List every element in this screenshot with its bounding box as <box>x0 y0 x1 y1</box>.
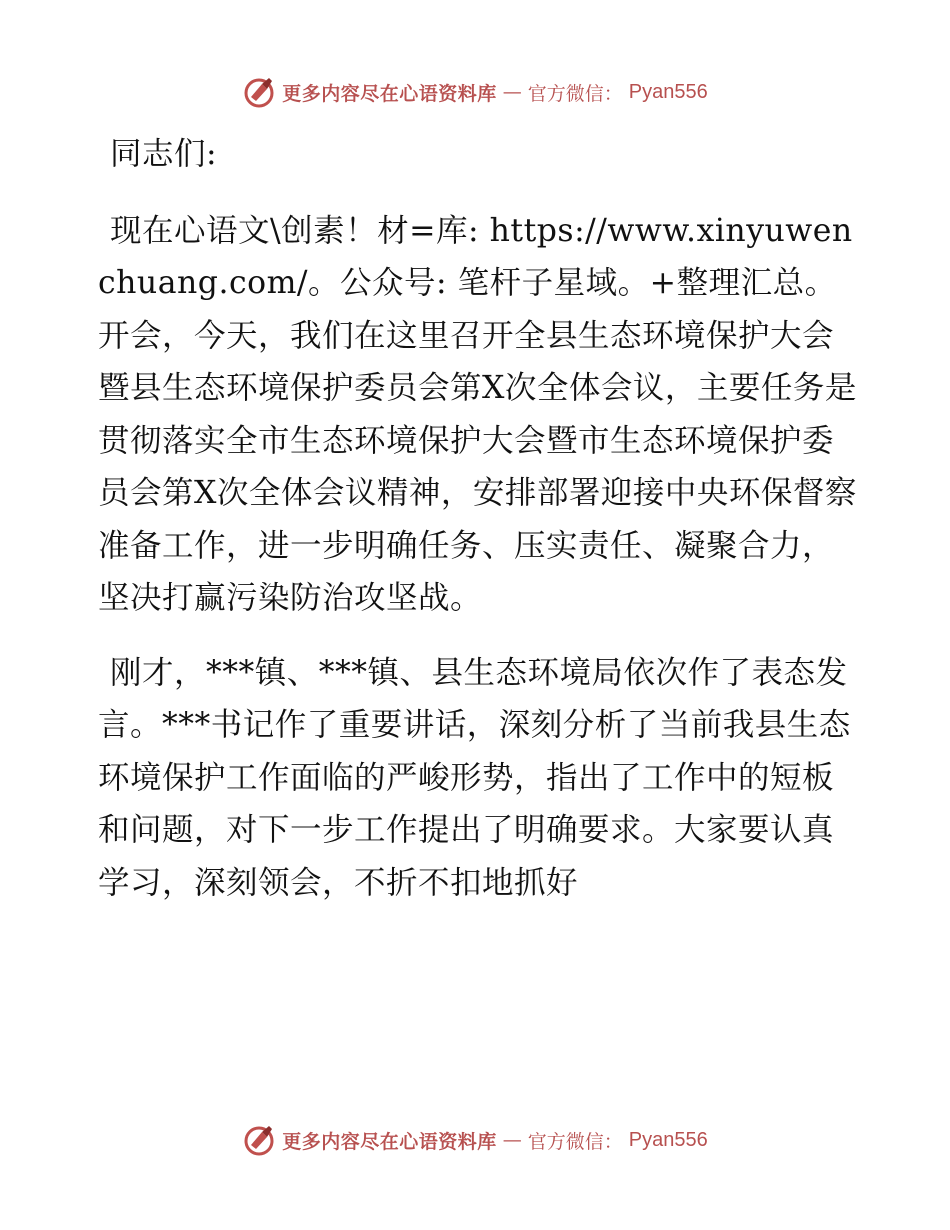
header-wechat-label: 官方微信： <box>527 82 623 105</box>
footer-banner <box>0 1120 950 1160</box>
document-body <box>98 118 858 909</box>
footer-dash: — <box>502 1129 522 1151</box>
paragraph-1: 现在心语文\创素！材=库: https://www.xinyuwenchuang.com/。公众号: 笔杆子星域。+整理汇总。开会，今天，我们在这里召开全县生态环境保护大会暨县生态环境保护委员会第X次全体会议，主要任务是贯彻落实全市生态环境保护大会暨市生态环境保护委员会第X次全体会议精神，安排部署迎接中央环保督察准备工作，进一步明确任务、压实责任、凝聚合力，坚决打赢污染防治攻坚战。 <box>98 212 857 616</box>
brand-logo-icon <box>242 1123 276 1157</box>
brand-logo-icon <box>242 75 276 109</box>
greeting: 同志们: <box>110 136 218 172</box>
paragraph-2: 刚才，***镇、***镇、县生态环境局依次作了表态发言。***书记作了重要讲话，深刻分析了当前我县生态环境保护工作面临的严峻形势，指出了工作中的短板和问题，对下一步工作提出了明确要求。大家要认真学习，深刻领会，不折不扣地抓好 <box>98 654 851 901</box>
header-dash: — <box>502 81 522 103</box>
header-wechat-id: Pyan556 <box>628 80 708 103</box>
header-site-text: 更多内容尽在心语资料库 <box>282 82 497 105</box>
header-banner <box>0 72 950 112</box>
footer-wechat-label: 官方微信： <box>527 1130 623 1153</box>
footer-site-text: 更多内容尽在心语资料库 <box>282 1130 497 1153</box>
footer-wechat-id: Pyan556 <box>628 1128 708 1151</box>
